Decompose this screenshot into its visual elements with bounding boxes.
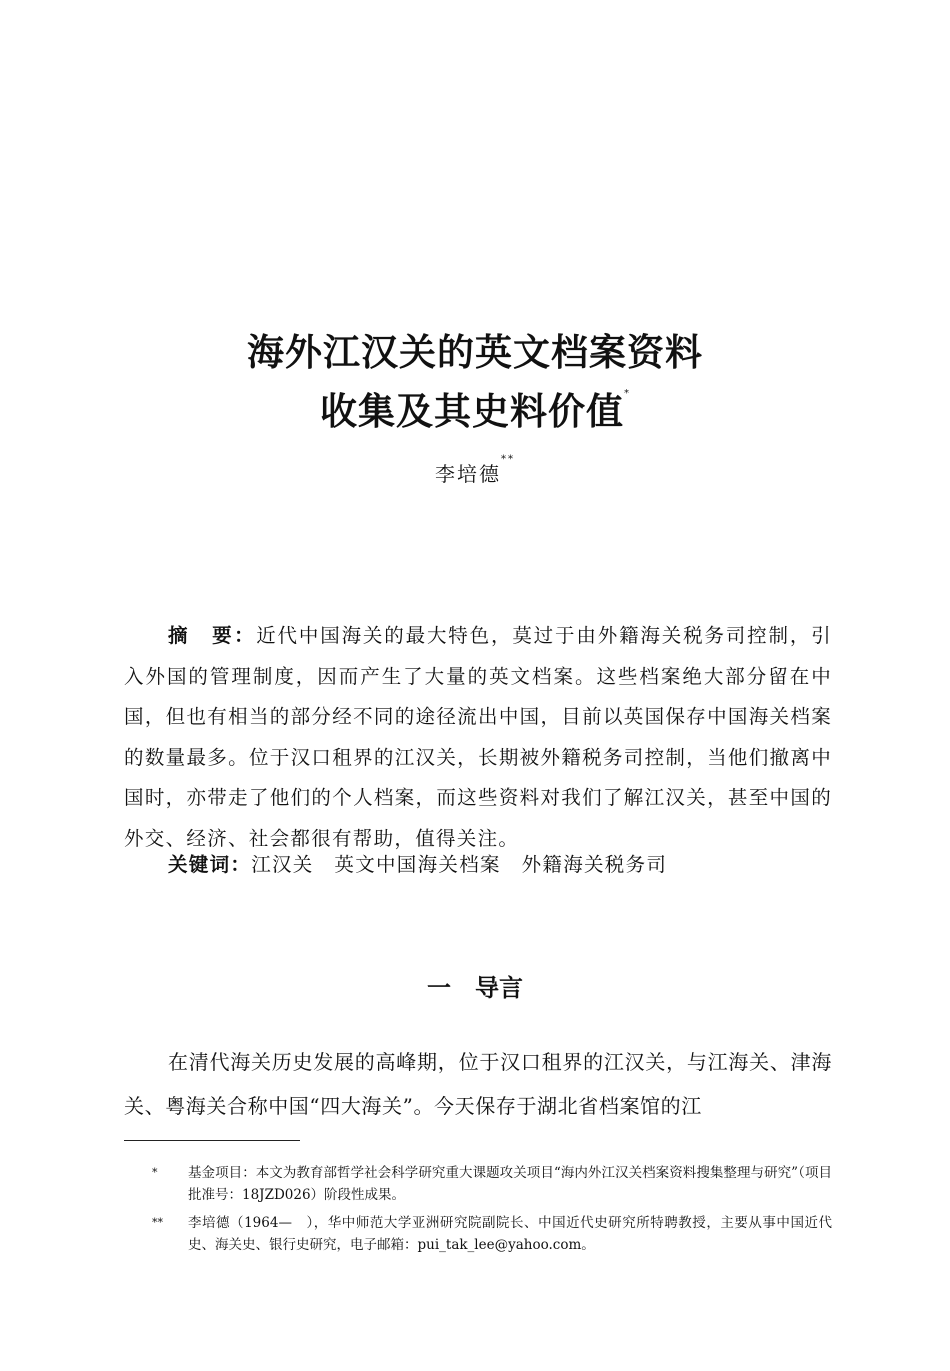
- author-footnote-mark: **: [501, 454, 515, 465]
- keywords: [168, 849, 667, 877]
- footnote-divider: [124, 1140, 300, 1141]
- abstract-text: 近代中国海关的最大特色，莫过于由外籍海关税务司控制，引入外国的管理制度，因而产生了大量的英文档案。这些档案绝大部分留在中国，但也有相当的部分经不同的途径流出中国，目前以英国保存中国海关档案的数量最多。位于汉口租界的江汉关，长期被外籍税务司控制，当他们撤离中国时，亦带走了他们的个人档案，而这些资料对我们了解江汉关，甚至中国的外交、经济、社会都很有帮助，值得关注。: [124, 624, 832, 850]
- footnote-2-text: 李培德（1964— ），华中师范大学亚洲研究院副院长、中国近代史研究所特聘教授，主要从事中国近代史、海关史、银行史研究，电子邮箱：pui_tak_lee@yahoo.com。: [188, 1215, 832, 1253]
- keywords-text: 江汉关 英文中国海关档案 外籍海关税务司: [251, 853, 668, 876]
- title-footnote-mark: *: [624, 388, 630, 399]
- title-text-2: 收集及其史料价值: [320, 390, 624, 433]
- footnote-2: [152, 1212, 832, 1256]
- body-paragraph: 在清代海关历史发展的高峰期，位于汉口租界的江汉关，与江海关、津海关、粤海关合称中国“四大海关”。今天保存于湖北省档案馆的江: [124, 1050, 832, 1118]
- abstract: [124, 616, 832, 859]
- section-heading: 一 导言: [427, 974, 523, 1002]
- paper-title-line-1: [0, 331, 950, 374]
- title-text-1: 海外江汉关的英文档案资料: [247, 331, 703, 374]
- paper-title-line-2: [0, 388, 950, 433]
- footnote-1-mark: *: [152, 1166, 158, 1179]
- footnote-1: [152, 1162, 832, 1206]
- author-line: [0, 454, 950, 487]
- keywords-label: 关键词：: [168, 853, 252, 876]
- abstract-label: 摘 要：: [168, 624, 257, 647]
- author-name: 李培德: [435, 462, 501, 486]
- footnote-2-mark: **: [152, 1216, 163, 1229]
- footnote-1-text: 基金项目：本文为教育部哲学社会科学研究重大课题攻关项目“海内外江汉关档案资料搜集整理与研究”（项目批准号：18JZD026）阶段性成果。: [188, 1165, 832, 1203]
